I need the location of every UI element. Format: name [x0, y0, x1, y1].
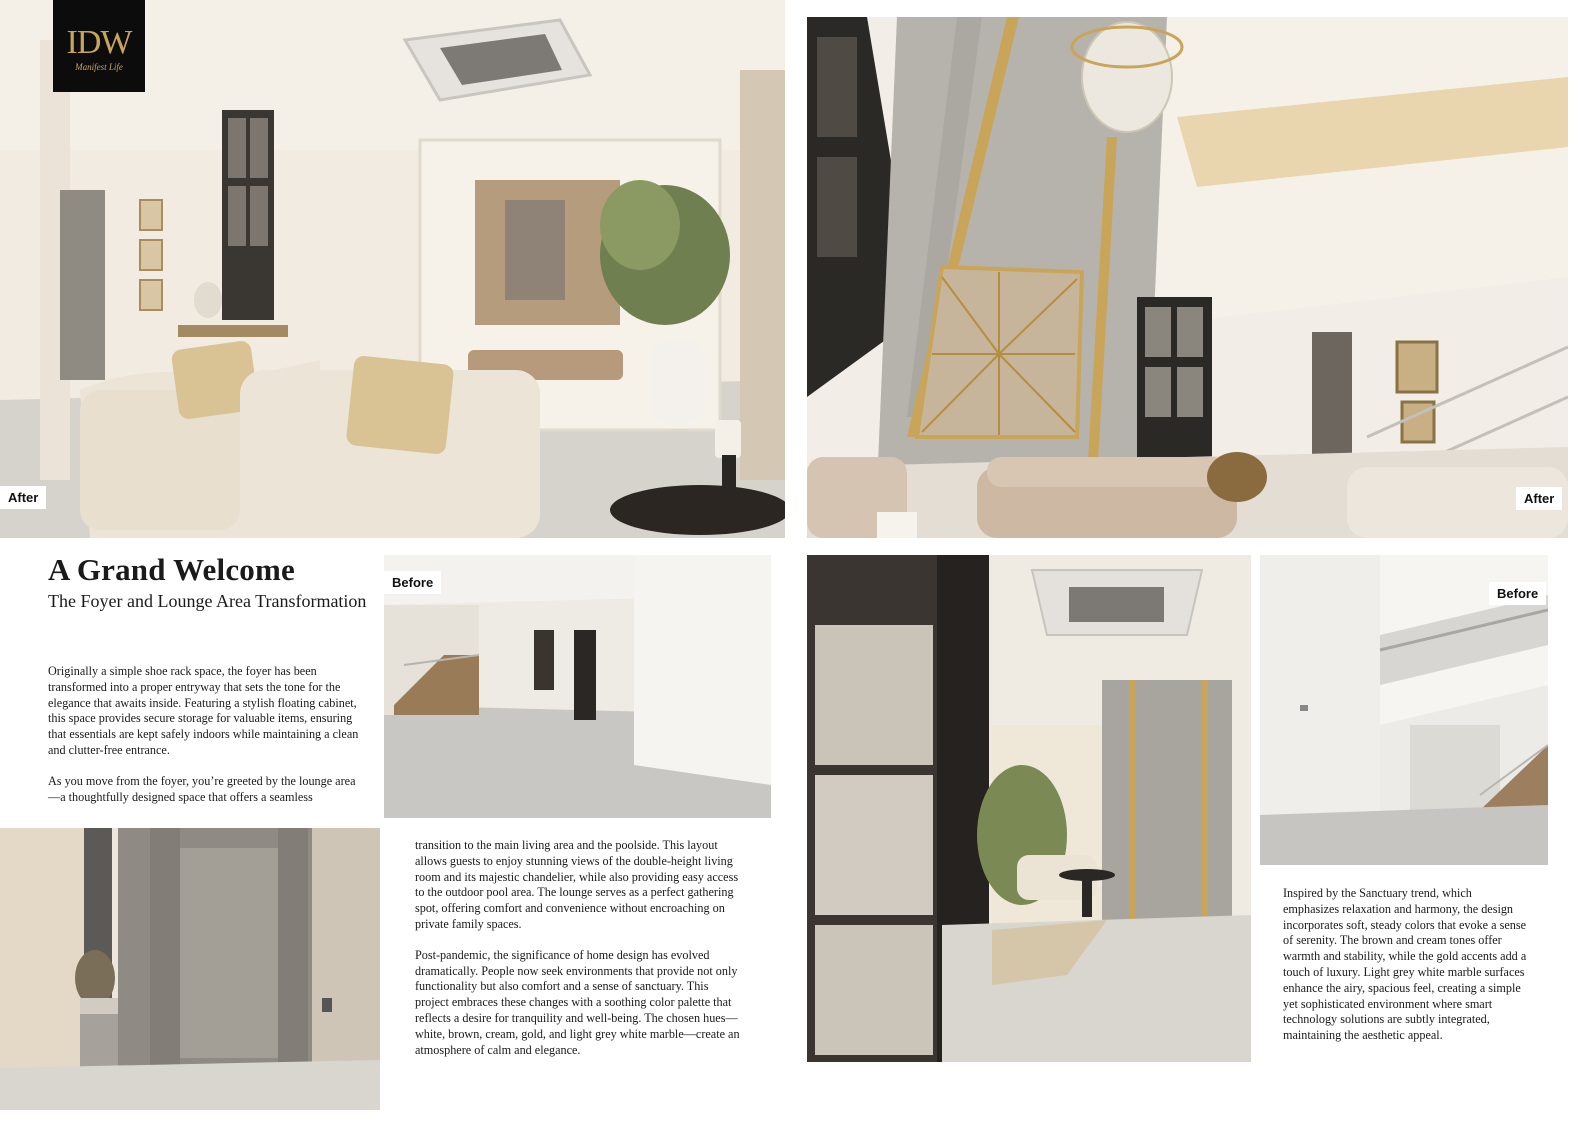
- photo-foyer-before: [384, 555, 771, 818]
- label-before: Before: [384, 571, 441, 594]
- logo-tagline: Manifest Life: [75, 62, 123, 72]
- paragraph: Inspired by the Sanctuary trend, which emphasizes relaxation and harmony, the design incorporates soft, steady colors that evoke a sense of serenity. The brown and cream tones offer warmth and stability, while the gold accents add a touch of luxury. Light grey white marble surfaces enhance the airy, spacious feel, creating a simple yet sophisticated environment where smart technology solutions are subtly integrated, maintaining the aesthetic appeal.: [1283, 886, 1527, 1043]
- label-before: Before: [1489, 582, 1546, 605]
- logo-mark: IDW: [66, 24, 132, 61]
- brand-logo: [53, 0, 145, 92]
- photo-living-after: [807, 17, 1568, 538]
- label-after: After: [1516, 487, 1562, 510]
- article-subtitle: The Foyer and Lounge Area Transformation: [48, 591, 367, 611]
- paragraph: Originally a simple shoe rack space, the foyer has been transformed into a proper entryway that sets the tone for the elegance that awaits inside. Featuring a stylish floating cabinet, this space provides secure storage for valuable items, ensuring that essentials are kept safely indoors while maintaining a clean and clutter-free entrance.: [48, 664, 359, 757]
- article-title: A Grand Welcome: [48, 552, 295, 587]
- paragraph: As you move from the foyer, you’re greeted by the lounge area—a thoughtfully designed space that offers a seamless: [48, 773, 356, 804]
- paragraph: transition to the main living area and the poolside. This layout allows guests to enjoy stunning views of the double-height living room and its majestic chandelier, while also providing easy access to the outdoor pool area. The lounge serves as a perfect gathering spot, offering comfort and convenience without encroaching on private family spaces.: [415, 838, 739, 931]
- label-after: After: [0, 486, 46, 509]
- article-column-2: [415, 838, 740, 1073]
- paragraph: Post-pandemic, the significance of home design has evolved dramatically. People now seek environments that provide not only functionality but also comfort and a sense of sanctuary. This project embraces these changes with a soothing color palette that reflects a desire for tranquility and well-being. The chosen hues—white, brown, cream, gold, and light grey white marble—create an atmosphere of calm and elegance.: [415, 947, 740, 1057]
- article-column-1: [48, 664, 363, 820]
- article-column-3: [1283, 886, 1528, 1059]
- photo-lounge-marble-wall: [807, 555, 1251, 1062]
- photo-foyer-cabinet: [0, 828, 380, 1110]
